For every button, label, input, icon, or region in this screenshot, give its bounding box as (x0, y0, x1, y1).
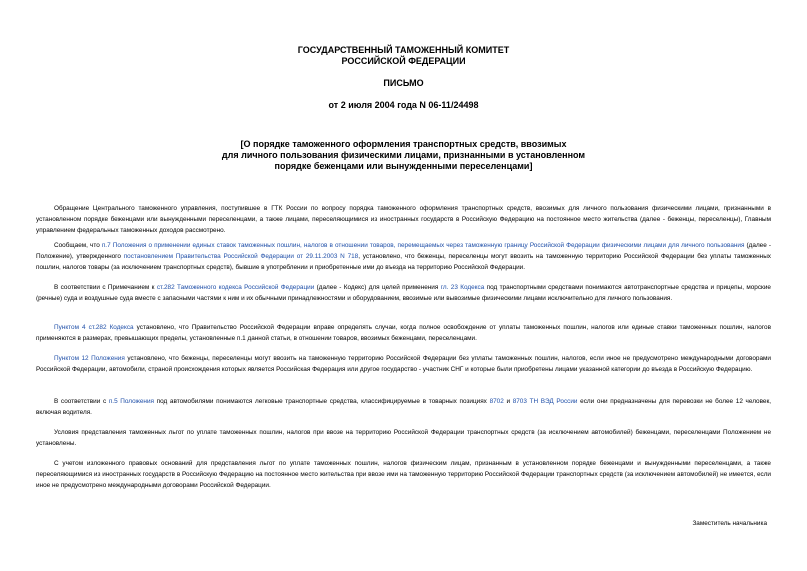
paragraph-text: Условия представления таможенных льгот по уплате таможенных пошлин, налогов при ввозе на территорию Российской Федерации транспортных средств (за исключением автомобилей) беженцами, переселенцами Положением не установлены. (36, 429, 771, 447)
paragraph-8 (36, 458, 771, 491)
paragraph-text: под транспортными средствами понимаются автотранспортные средства и прицепы, морские (речные) суда и воздушные суда вместе с запасными частями к ним и их обычными принадлежностями и оборудованием, ввозимые или вывозимые физическими лицами исключительно для личного пользования. (36, 284, 771, 302)
paragraph-text: Сообщаем, что (54, 242, 102, 249)
link-tnved-8702[interactable]: 8702 (489, 398, 504, 405)
link-regulation-item-7[interactable]: п.7 Положения о применении единых ставок таможенных пошлин, налогов в отношении товаров, перемещаемых через таможенную границу Российской Федерации физическими лицами для личного пользования (101, 242, 745, 249)
paragraph-text: В соответствии с Примечанием к (54, 284, 157, 291)
paragraph-4 (36, 322, 771, 344)
subject-line: для личного пользования физическими лицами, признанными в установленном (221, 150, 586, 160)
paragraph-3 (36, 282, 771, 304)
paragraph-text: (далее - Кодекс) для целей применения (314, 284, 441, 291)
link-code-chapter-23[interactable]: гл. 23 Кодекса (440, 284, 485, 291)
paragraph-5 (36, 353, 771, 375)
paragraph-text: С учетом изложенного правовых оснований для представления льгот по уплате таможенных пошлин, налогов физическим лицам, признанным в установленном порядке беженцами и вынужденными переселенцами, а также переселяющимися из иностранных государств в Российскую Федерацию на постоянное место жительства при ввозе ими на таможенную территорию Российской Федерации транспортных средств (за исключением автомобилей) не имеется, если иное не предусмотрено международными договорами Российской Федерации. (36, 460, 771, 489)
document-type: ПИСЬМО (383, 78, 424, 88)
link-tnved-8703[interactable]: 8703 ТН ВЭД России (512, 398, 578, 405)
subject-line: [О порядке таможенного оформления транспортных средств, ввозимых (240, 139, 567, 149)
paragraph-text: если они предназначены для перевозки не более 12 человек, включая водителя. (36, 398, 772, 416)
paragraph-text: Обращение Центрального таможенного управления, поступившее в ГТК России по вопросу порядка таможенного оформления транспортных средств, ввозимых для личного пользования физическими лицами, признанными в установленном порядке беженцами или вынужденными переселенцами, а также лицами, переселяющимися из иностранных государств в Российскую Федерацию на постоянное место жительства (далее - беженцы, переселенцы), Главным управлением федеральных таможенных доходов рассмотрено. (36, 205, 771, 234)
link-government-resolution-718[interactable]: постановлением Правительства Российской Федерации от 29.11.2003 N 718 (123, 253, 359, 260)
paragraph-2 (36, 240, 771, 273)
paragraph-text: под автомобилями понимаются легковые транспортные средства, классифицируемые в товарных позициях (153, 398, 490, 405)
link-regulation-item-5[interactable]: п.5 Положения (108, 398, 154, 405)
agency-name-line1: ГОСУДАРСТВЕННЫЙ ТАМОЖЕННЫЙ КОМИТЕТ (297, 45, 510, 55)
paragraph-text: (далее - Положение), утвержденного (36, 242, 772, 260)
paragraph-text: , установлено, что беженцы, переселенцы могут ввозить на таможенную территорию Российской Федерации без уплаты таможенных пошлин, налогов товары (за исключением транспортных средств), бывшие в употреблении и приобретенные ими до въезда на территорию Российской Федерации. (36, 253, 772, 271)
paragraph-6 (36, 396, 771, 418)
document-subject (0, 139, 807, 172)
paragraph-text: установлено, что беженцы, переселенцы могут ввозить на таможенную территорию Российской Федерации без уплаты таможенных пошлин, налогов, если иное не предусмотрено международными договорами Российской Федерации, автомобили, страной происхождения которых является Российская Федерация или другое государство - участник СНГ и которые были приобретены лицами указанной категории до въезда в Российскую Федерацию. (36, 355, 771, 373)
document-date-number: от 2 июля 2004 года N 06-11/24498 (328, 100, 479, 110)
paragraph-text: В соответствии с (54, 398, 109, 405)
link-customs-code-article-282[interactable]: ст.282 Таможенного кодекса Российской Федерации (156, 284, 315, 291)
paragraph-text: и (503, 398, 513, 405)
paragraph-7 (36, 427, 771, 449)
agency-name-line2: РОССИЙСКОЙ ФЕДЕРАЦИИ (341, 56, 466, 66)
link-article-282-item-4[interactable]: Пунктом 4 ст.282 Кодекса (54, 324, 134, 331)
subject-line: порядке беженцами или вынужденными переселенцами] (274, 161, 533, 171)
paragraph-text: установлено, что Правительство Российской Федерации вправе определять случаи, когда полное освобождение от уплаты таможенных пошлин, налогов или единые ставки таможенных пошлин, налогов применяются в размерах, превышающих пределы, установленные п.1 данной статьи, в отношении товаров, ввозимых беженцами, переселенцами. (36, 324, 771, 342)
signature-title: Заместитель начальника (692, 520, 767, 527)
link-regulation-item-12[interactable]: Пунктом 12 Положения (54, 355, 125, 362)
paragraph-1 (36, 203, 771, 236)
